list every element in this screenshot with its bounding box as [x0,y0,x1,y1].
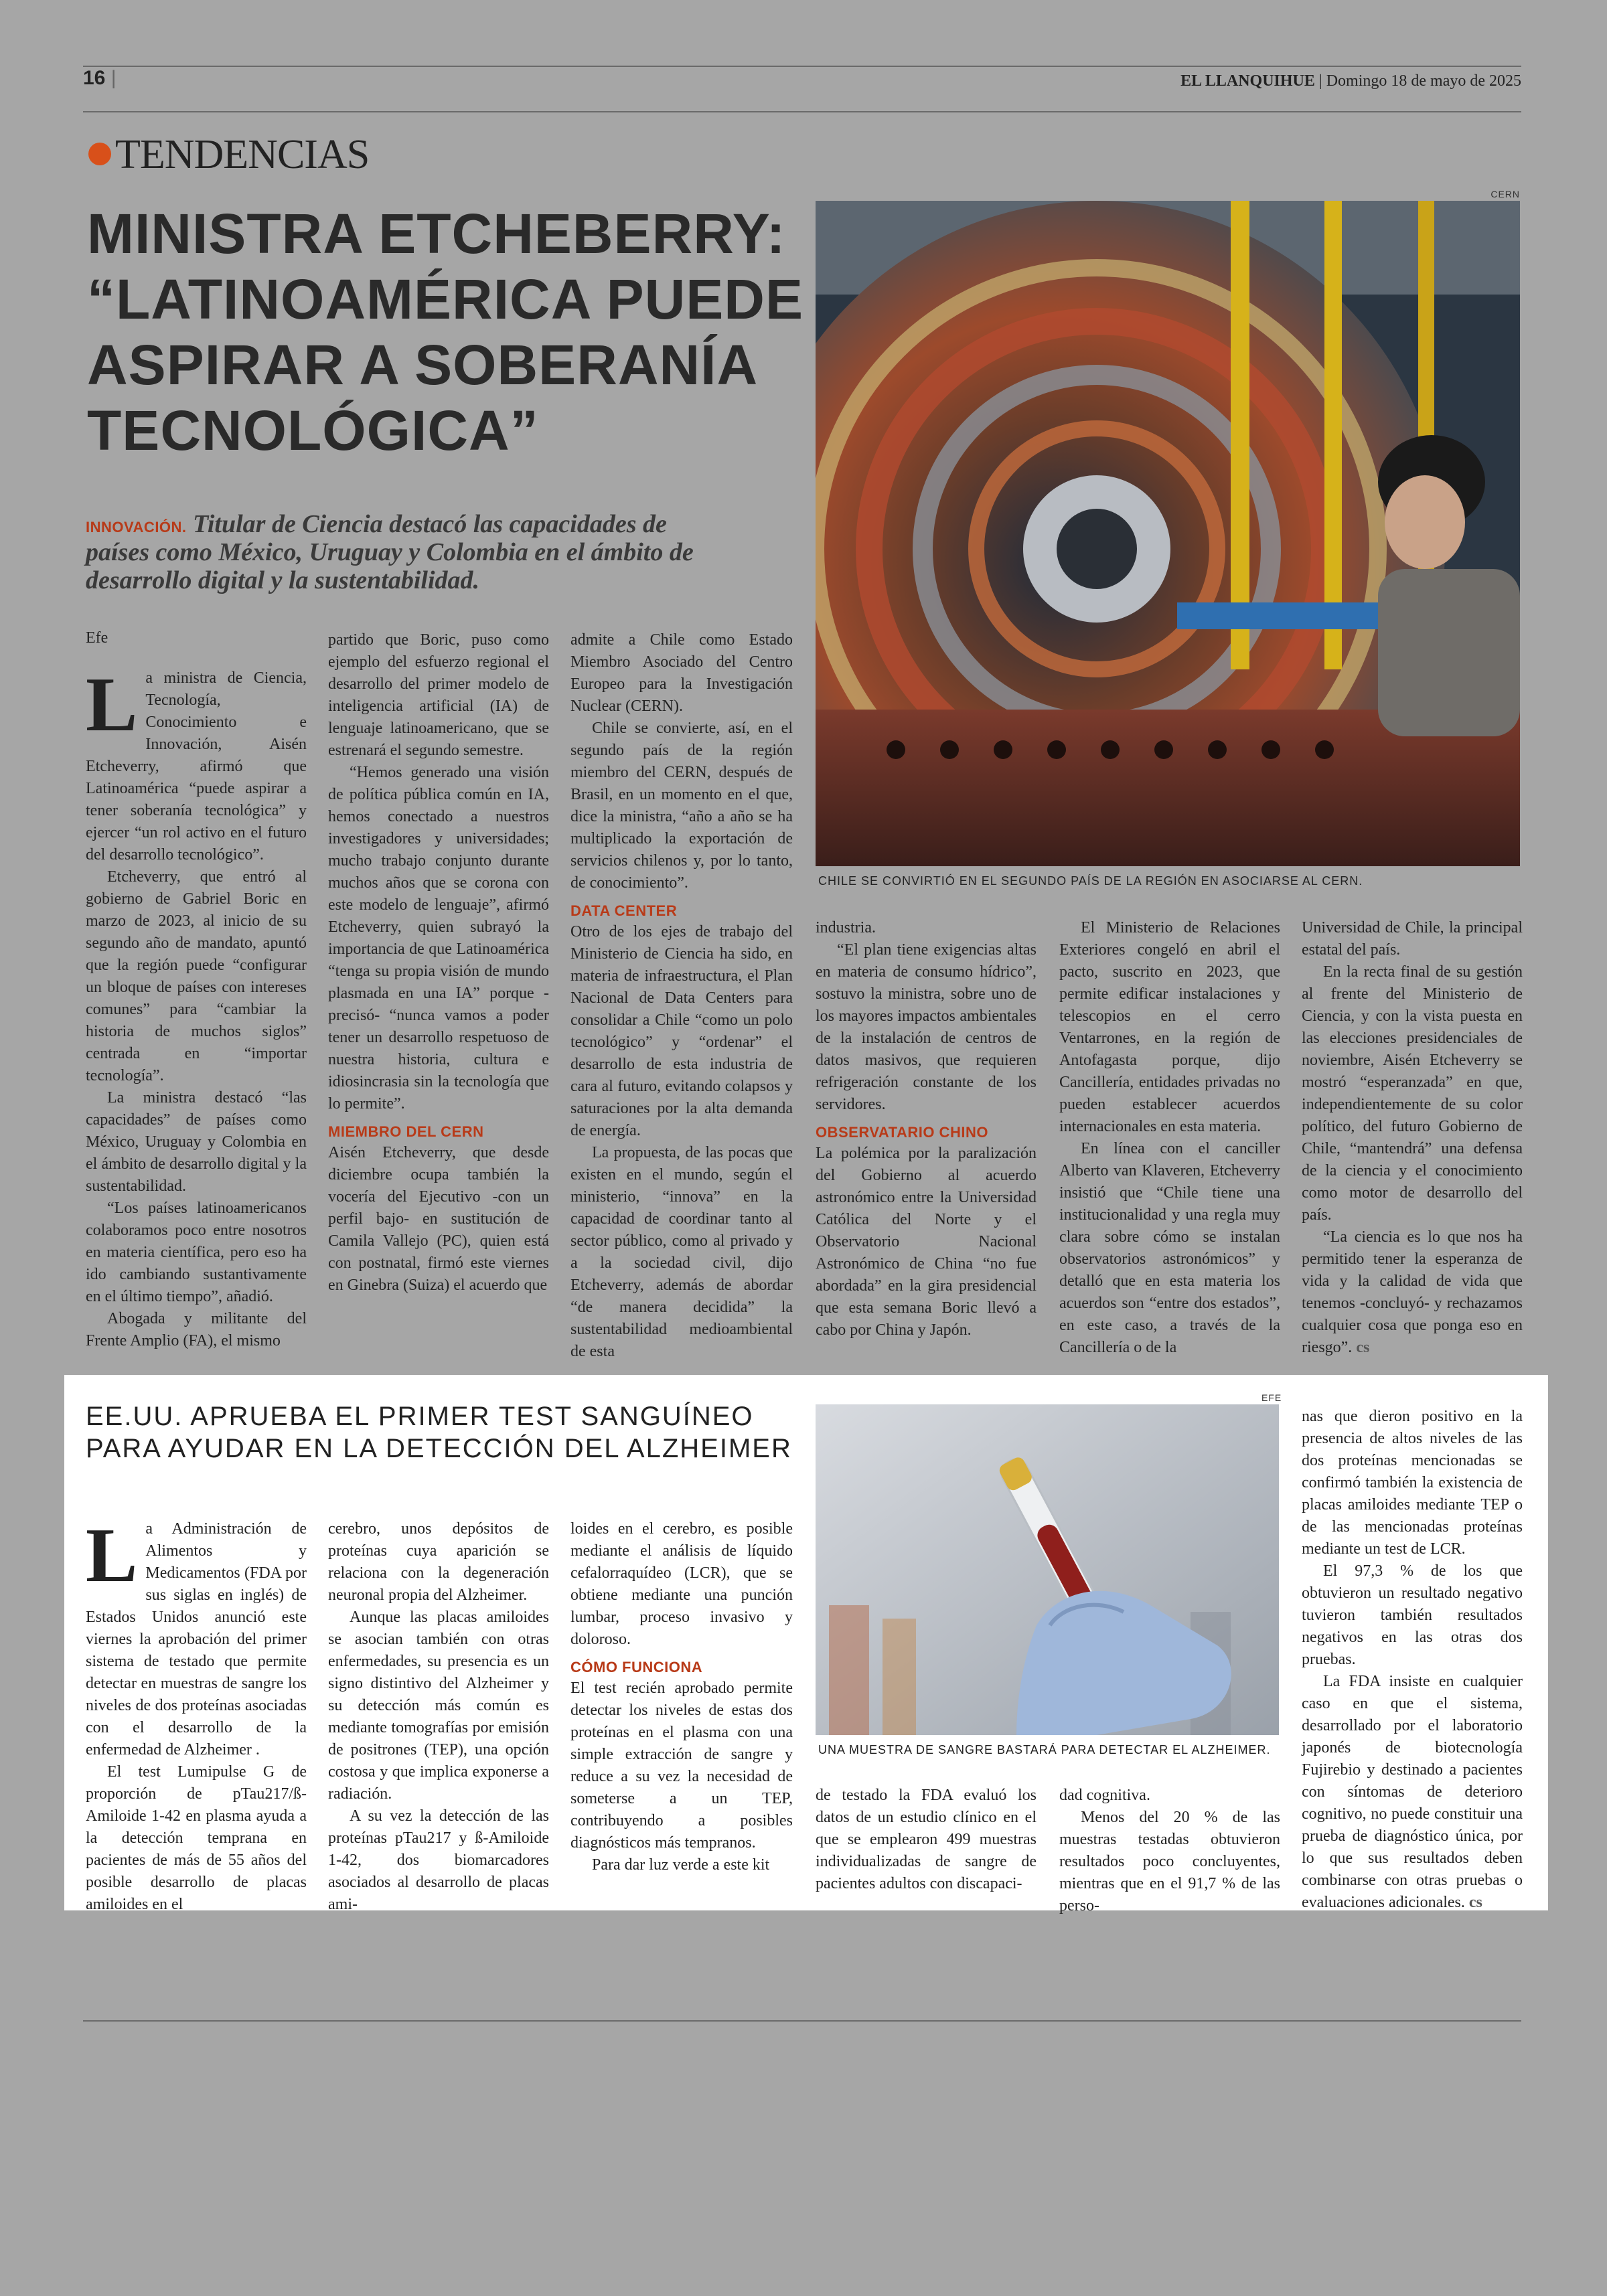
paragraph: Etcheverry, que entró al gobierno de Gabriel Boric en marzo de 2023, al inicio de su segundo año de mandato, apuntó que la región puede “configurar un bloque de países con intereses comunes” para “cambiar la historia de muchos siglos” centrada en “importar tecnología”. [86,868,307,1084]
paragraph: El test Lumipulse G de proporción de pTau217/ß-Amiloide 1-42 en plasma ayuda a la detección temprana en pacientes de más de 55 años del posible desarrollo de placas amiloides en el [86,1763,307,1913]
paragraph: La propuesta, de las pocas que existen en el mundo, según el ministerio, “innova” en la capacidad de coordinar tanto al sector público, como al privado y a la sociedad civil, dijo Etcheverry, además de abordar “de manera decidida” la sustentabilidad medioambiental de esta [570,1144,793,1360]
subhead: CÓMO FUNCIONA [570,1659,703,1675]
bottom-rule [83,2020,1521,2022]
paragraph: La FDA insiste en cualquier caso en que el sistema, desarrollado por el laboratorio japonés de biotecnología Fujirebio y destinado a pacientes con síntomas de deterioro cognitivo, no puede constituir una prueba de diagnóstico única, por lo que sus resultados deben combinarse con otras pruebas o evaluaciones adicionales. cs [1302,1673,1523,1911]
paragraph: Para dar luz verde a este kit [592,1856,770,1874]
paragraph: Otro de los ejes de trabajo del Ministerio de Ciencia ha sido, en materia de infraestructura, el Plan Nacional de Data Centers para consolidar a Chile “como un polo tecnológico” y “ordenar” el desarrollo de esta industria de cara al futuro, evitando colapsos y saturaciones por la alta demanda de energía. [570,923,793,1139]
blood-sample-photo [816,1404,1279,1735]
page-number: 16 | [83,67,117,89]
paragraph: A su vez la detección de las proteínas pTau217 y ß-Amiloide 1-42, dos biomarcadores asociados al desarrollo de placas ami- [328,1807,549,1913]
publication-name: EL LLANQUIHUE [1180,72,1315,90]
box-column-3 [570,1518,793,1876]
paragraph: industria. [816,919,876,936]
box-photo-caption: UNA MUESTRA DE SANGRE BASTARÁ PARA DETECTAR EL ALZHEIMER. [818,1743,1271,1756]
paragraph: “La ciencia es lo que nos ha permitido tener la esperanza de vida y la calidad de vida que tenemos -concluyó- y rechazamos cualquier cosa que ponga eso en riesgo”. cs [1302,1228,1523,1356]
box-column-1 [86,1513,307,1916]
paragraph: Universidad de Chile, la principal estatal del país. [1302,919,1523,959]
top-rule [83,66,1521,67]
cern-detector-image [816,201,1520,866]
paragraph: de testado la FDA evaluó los datos de un estudio clínico en el que se emplearon 499 muestras individualizadas de sangre de pacientes adultos con discapaci- [816,1787,1037,1892]
paragraph: admite a Chile como Estado Miembro Asociado del Centro Europeo para la Investigación Nuclear (CERN). [570,631,793,715]
issue-date: Domingo 18 de mayo de 2025 [1326,72,1521,90]
main-deck [86,510,715,594]
byline: Efe [86,629,108,647]
paragraph: “El plan tiene exigencias altas en materia de consumo hídrico”, sostuvo la ministra, sobre uno de los mayores impactos ambientales de la instalación de centros de datos masivos, que requieren refrigeración constante de los servidores. [816,941,1037,1113]
subhead: OBSERVATARIO CHINO [816,1124,988,1141]
publication-info: EL LLANQUIHUE | Domingo 18 de mayo de 2025 [1180,72,1521,90]
paragraph: En línea con el canciller Alberto van Klaveren, Etcheverry insistió que “Chile tiene una institucionalidad y una regla muy clara sobre cómo se instalan observatorios astronómicos” y detalló que en esta materia los acuerdos son “entre dos estados”, en este caso, a través de la Cancillería o de la [1059,1140,1280,1356]
paragraph: El Ministerio de Relaciones Exteriores congeló en abril el pacto, suscrito en 2023, que permite edificar instalaciones y telescopios en el cerro Ventarrones, en la región de Antofagasta porque, dijo Cancillería, entidades privadas no pueden establecer acuerdos internacionales en esta materia. [1059,919,1280,1135]
paragraph: El 97,3 % de los que obtuvieron un resultado negativo tuvieron también resultados negativos en las otras dos pruebas. [1302,1562,1523,1668]
main-headline: MINISTRA ETCHEBERRY: “LATINOAMÉRICA PUEDE ASPIRAR A SOBERANÍA TECNOLÓGICA” [87,202,804,462]
box-photo-credit: EFE [1261,1392,1282,1403]
paragraph: En la recta final de su gestión al frente del Ministerio de Ciencia, y con la vista puesta en las elecciones presidenciales de noviembre, Aisén Etcheverry se mostró “esperanzada” en que, independientemente de su color político, del futuro Gobierno de Chile, “mantendrá” una defensa de la ciencia y el conocimiento como motor de desarrollo del país. [1302,963,1523,1224]
paragraph: Abogada y militante del Frente Amplio (FA), el mismo [86,1310,307,1349]
photo-credit: CERN [1490,189,1520,199]
end-mark: cs [1468,1894,1482,1911]
subhead: MIEMBRO DEL CERN [328,1123,484,1140]
paragraph: cerebro, unos depósitos de proteínas cuya aparición se relaciona con la degeneración neuronal propia del Alzheimer. [328,1520,549,1604]
paragraph: “Hemos generado una visión de política pública común en IA, hemos conectado a nuestros investigadores y universidades; mucho trabajo conjunto durante muchos años que se corona con este modelo de lenguaje”, afirmó Etcheverry, quien subrayó la importancia de que Latinoamérica “tenga su propia visión de mundo plasmada en una IA” porque -precisó- “nunca vamos a poder tener un desarrollo respetuoso de nuestra historia, cultura e idiosincrasia sin la tecnología que lo permite”. [328,764,549,1113]
section-label: TENDENCIAS [88,131,369,179]
paragraph: “Los países latinoamericanos colaboramos poco entre nosotros en materia científica, pero eso ha ido cambiando sustantivamente en el último tiempo”, añadió. [86,1200,307,1305]
box-column-5 [1059,1785,1280,1917]
box-column-6 [1302,1406,1523,1914]
article-column-6 [1302,917,1523,1359]
box-column-2 [328,1518,549,1916]
deck-kicker: INNOVACIÓN. [86,519,187,536]
drop-cap: L [86,662,138,748]
subhead: DATA CENTER [570,902,678,919]
drop-cap: L [86,1513,138,1598]
article-column-1 [86,629,307,1352]
photo-caption: CHILE SE CONVIRTIÓ EN EL SEGUNDO PAÍS DE LA REGIÓN EN ASOCIARSE AL CERN. [818,874,1363,888]
box-headline: EE.UU. APRUEBA EL PRIMER TEST SANGUÍNEO PARA AYUDAR EN LA DETECCIÓN DEL ALZHEIMER [86,1402,792,1463]
paragraph: partido que Boric, puso como ejemplo del esfuerzo regional el desarrollo del primer modelo de inteligencia artificial (IA) de lenguaje latinoamericano, que se estrenará el segundo semestre. [328,631,549,759]
deck-text: Titular de Ciencia destacó las capacidades de países como México, Uruguay y Colombia en el ámbito de desarrollo digital y la sustentabilidad. [86,510,694,594]
section-dot-icon [88,143,111,165]
article-column-5 [1059,917,1280,1359]
paragraph: La ministra destacó “las capacidades” de países como México, Uruguay y Colombia en el ámbito de desarrollo digital y la sustentabilidad. [86,1089,307,1195]
paragraph: dad cognitiva. [1059,1787,1150,1804]
paragraph: loides en el cerebro, es posible mediante el análisis de líquido cefalorraquídeo (LCR), que se obtiene mediante una punción lumbar, proceso invasivo y doloroso. [570,1520,793,1648]
paragraph: Aisén Etcheverry, que desde diciembre ocupa también la vocería del Ejecutivo -con un perfil bajo- en sustitución de Camila Vallejo (PC), quien está con postnatal, firmó este viernes en Ginebra (Suiza) el acuerdo que [328,1144,549,1294]
blood-sample-image [816,1404,1279,1735]
article-column-4 [816,917,1037,1341]
paragraph: Chile se convierte, así, en el segundo país de la región miembro del CERN, después de Brasil, en un momento en el que, dice la ministra, “año a año se ha multiplicado la exportación de servicios chilenos y, por lo tanto, de conocimiento”. [570,720,793,892]
paragraph: El test recién aprobado permite detectar los niveles de estas dos proteínas en el plasma con una simple extracción de sangre y reduce a su vez la necesidad de someterse a un TEP, contribuyendo a posibles diagnósticos más tempranos. [570,1679,793,1852]
lead-paragraph: La Administración de Alimentos y Medicamentos (FDA por sus siglas en inglés) de Estados Unidos anunció este viernes la aprobación del primer sistema de testado que permite detectar en muestras de sangre los niveles de dos proteínas asociadas con el desarrollo de la enfermedad de Alzheimer . [86,1513,307,1758]
article-column-3 [570,629,793,1363]
end-mark: cs [1356,1339,1370,1356]
paragraph: La polémica por la paralización del Gobierno al acuerdo astronómico entre la Universidad Católica del Norte y el Observatorio Nacional Astronómico de China “no fue abordada” en la gira presidencial que esta semana Boric llevó a cabo por China y Japón. [816,1145,1037,1339]
lead-paragraph: La ministra de Ciencia, Tecnología, Conocimiento e Innovación, Aisén Etcheverry, afirmó que Latinoamérica “puede aspirar a tener soberanía tecnológica” y ejercer “un rol activo en el futuro del desarrollo tecnológico”. [86,662,307,864]
article-column-2 [328,629,549,1297]
cern-detector-photo [816,201,1520,866]
header-rule [83,111,1521,112]
paragraph: Aunque las placas amiloides se asocian también con otras enfermedades, su presencia es un signo distintivo del Alzheimer y su detección más común es mediante tomografías por emisión de positrones (TEP), una opción costosa y que implica exponerse a radiación. [328,1609,549,1803]
box-column-4 [816,1785,1037,1895]
paragraph: nas que dieron positivo en la presencia de altos niveles de las dos proteínas mencionadas se confirmó también la existencia de placas amiloides mediante TEP o de las mencionadas proteínas mediante un test de LCR. [1302,1408,1523,1558]
paragraph: Menos del 20 % de las muestras testadas obtuvieron resultados poco concluyentes, mientras que en el 91,7 % de las perso- [1059,1809,1280,1914]
